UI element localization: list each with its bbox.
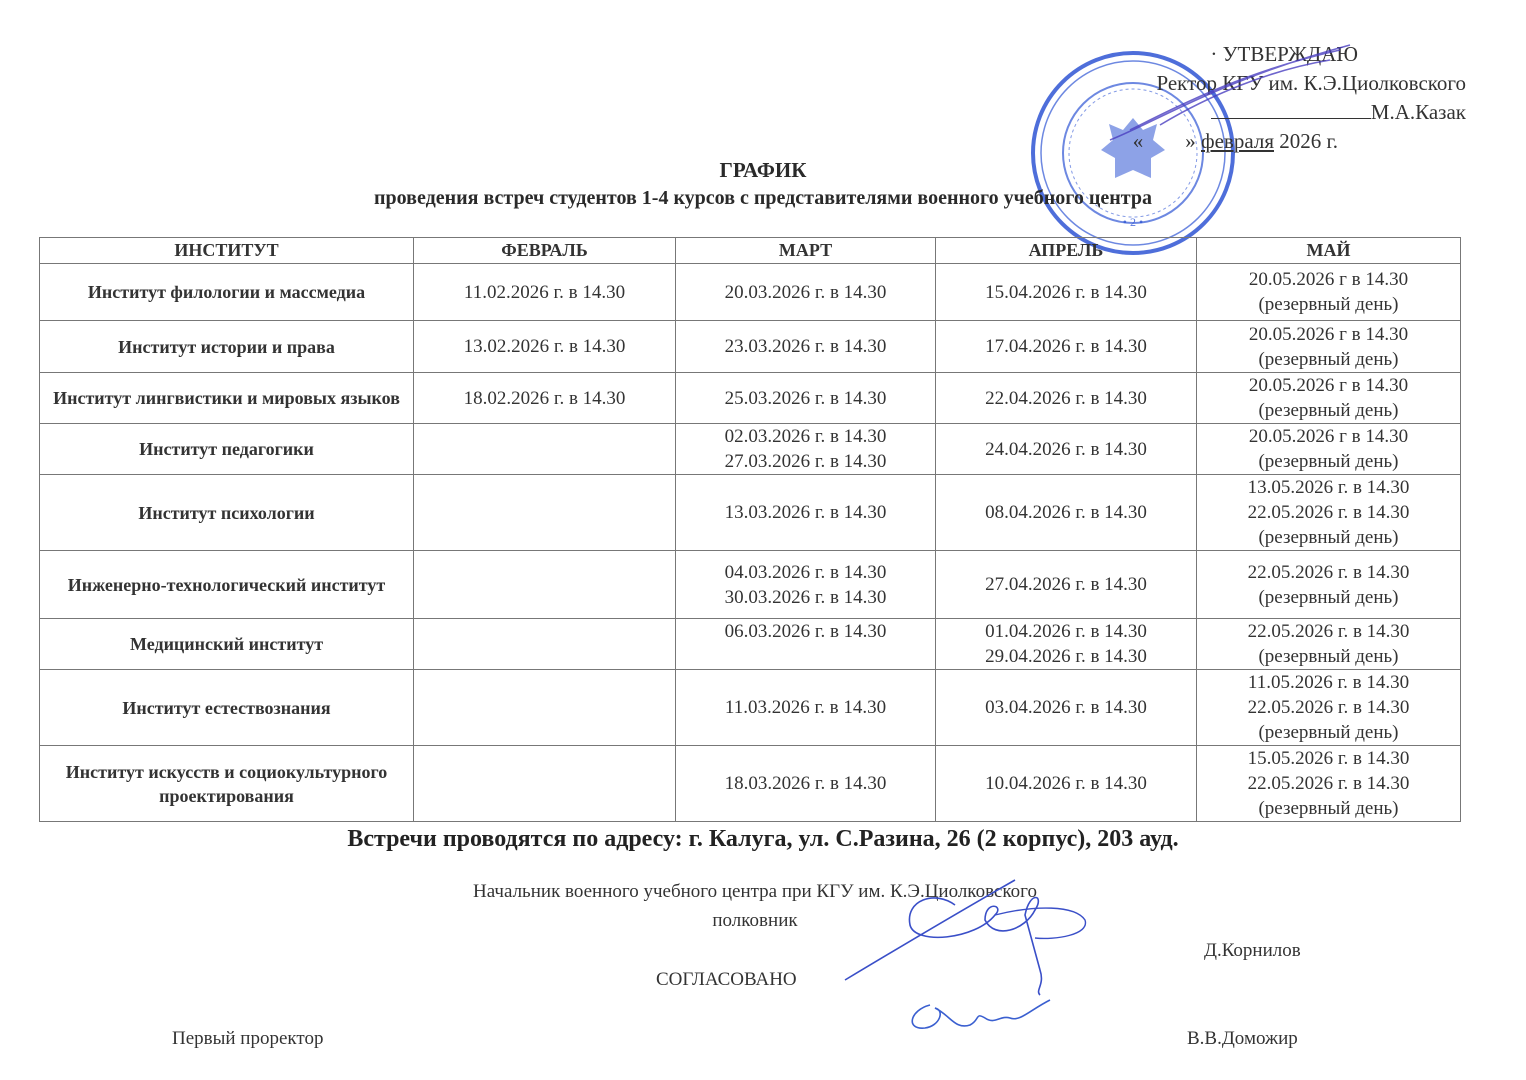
cell-apr: 08.04.2026 г. в 14.30	[936, 475, 1197, 551]
cell-apr: 17.04.2026 г. в 14.30	[936, 321, 1197, 373]
title-main: ГРАФИК	[719, 158, 807, 182]
cell-may: 20.05.2026 г в 14.30 (резервный день)	[1197, 321, 1461, 373]
cell-mar: 20.03.2026 г. в 14.30	[676, 264, 936, 321]
cell-mar: 23.03.2026 г. в 14.30	[676, 321, 936, 373]
approver-position: Ректор КГУ им. К.Э.Циолковского	[1156, 71, 1466, 95]
cell-apr: 24.04.2026 г. в 14.30	[936, 424, 1197, 475]
prorector-position: Первый проректор	[172, 1028, 324, 1049]
cell-feb	[414, 670, 676, 746]
cell-institute: Медицинский институт	[40, 619, 414, 670]
approver-name: М.А.Казак	[1370, 100, 1466, 124]
cell-institute: Институт истории и права	[40, 321, 414, 373]
cell-feb: 13.02.2026 г. в 14.30	[414, 321, 676, 373]
header-april: АПРЕЛЬ	[936, 238, 1197, 264]
cell-feb	[414, 475, 676, 551]
cell-apr: 22.04.2026 г. в 14.30	[936, 373, 1197, 424]
meeting-address: Встречи проводятся по адресу: г. Калуга, ул. С.Разина, 26 (2 корпус), 203 ауд.	[347, 826, 1179, 852]
cell-apr: 01.04.2026 г. в 14.30 29.04.2026 г. в 14.30	[936, 619, 1197, 670]
table-row	[40, 373, 1461, 424]
approval-heading: · УТВЕРЖДАЮ	[1210, 42, 1358, 66]
cell-apr: 27.04.2026 г. в 14.30	[936, 551, 1197, 619]
cell-feb: 18.02.2026 г. в 14.30	[414, 373, 676, 424]
cell-may: 20.05.2026 г в 14.30 (резервный день)	[1197, 424, 1461, 475]
cell-mar: 02.03.2026 г. в 14.30 27.03.2026 г. в 14.30	[676, 424, 936, 475]
cell-institute: Институт психологии	[40, 475, 414, 551]
schedule-table	[39, 237, 1461, 822]
table-row	[40, 551, 1461, 619]
head-rank: полковник	[712, 910, 798, 931]
cell-institute: Институт педагогики	[40, 424, 414, 475]
cell-may: 15.05.2026 г. в 14.30 22.05.2026 г. в 14.30 (резервный день)	[1197, 746, 1461, 822]
approval-year: 2026 г.	[1279, 129, 1338, 153]
cell-mar: 11.03.2026 г. в 14.30	[676, 670, 936, 746]
cell-institute: Институт естествознания	[40, 670, 414, 746]
document-title	[0, 156, 1526, 212]
cell-institute: Инженерно-технологический институт	[40, 551, 414, 619]
table-row	[40, 746, 1461, 822]
table-header-row	[40, 238, 1461, 264]
cell-mar: 04.03.2026 г. в 14.30 30.03.2026 г. в 14.30	[676, 551, 936, 619]
cell-may: 11.05.2026 г. в 14.30 22.05.2026 г. в 14.30 (резервный день)	[1197, 670, 1461, 746]
cell-mar: 13.03.2026 г. в 14.30	[676, 475, 936, 551]
cell-apr: 03.04.2026 г. в 14.30	[936, 670, 1197, 746]
head-name: Д.Корнилов	[1204, 940, 1301, 961]
cell-mar: 06.03.2026 г. в 14.30	[676, 619, 936, 670]
table-row	[40, 670, 1461, 746]
cell-feb	[414, 619, 676, 670]
cell-institute: Институт лингвистики и мировых языков	[40, 373, 414, 424]
header-may: МАЙ	[1197, 238, 1461, 264]
date-open-quote: «	[1132, 129, 1144, 153]
cell-institute: Институт искусств и социокультурного проектирования	[40, 746, 414, 822]
date-close-quote: »	[1185, 129, 1196, 153]
rector-signature-icon	[1100, 40, 1360, 150]
title-subtitle: проведения встреч студентов 1-4 курсов с представителями военного учебного центра	[374, 187, 1152, 209]
header-february: ФЕВРАЛЬ	[414, 238, 676, 264]
approval-month: февраля	[1201, 129, 1274, 153]
table-row	[40, 424, 1461, 475]
cell-may: 20.05.2026 г в 14.30 (резервный день)	[1197, 264, 1461, 321]
cell-feb	[414, 551, 676, 619]
cell-may: 22.05.2026 г. в 14.30 (резервный день)	[1197, 619, 1461, 670]
head-signature-icon	[835, 860, 1145, 1000]
svg-text:• 2 •: • 2 •	[1122, 215, 1144, 229]
cell-institute: Институт филологии и массмедиа	[40, 264, 414, 321]
cell-mar: 18.03.2026 г. в 14.30	[676, 746, 936, 822]
table-row	[40, 264, 1461, 321]
prorector-name: В.В.Доможир	[1187, 1028, 1298, 1049]
cell-feb	[414, 424, 676, 475]
agreed-label: СОГЛАСОВАНО	[656, 969, 797, 990]
table-row	[40, 475, 1461, 551]
cell-mar: 25.03.2026 г. в 14.30	[676, 373, 936, 424]
header-institute: ИНСТИТУТ	[40, 238, 414, 264]
header-march: МАРТ	[676, 238, 936, 264]
prorector-signature-icon	[900, 990, 1070, 1040]
head-position: Начальник военного учебного центра при КГУ им. К.Э.Циолковского	[473, 881, 1037, 902]
table-row	[40, 619, 1461, 670]
cell-apr: 15.04.2026 г. в 14.30	[936, 264, 1197, 321]
cell-apr: 10.04.2026 г. в 14.30	[936, 746, 1197, 822]
cell-feb	[414, 746, 676, 822]
cell-may: 13.05.2026 г. в 14.30 22.05.2026 г. в 14.30 (резервный день)	[1197, 475, 1461, 551]
cell-feb: 11.02.2026 г. в 14.30	[414, 264, 676, 321]
table-row	[40, 321, 1461, 373]
cell-may: 22.05.2026 г. в 14.30 (резервный день)	[1197, 551, 1461, 619]
cell-may: 20.05.2026 г в 14.30 (резервный день)	[1197, 373, 1461, 424]
